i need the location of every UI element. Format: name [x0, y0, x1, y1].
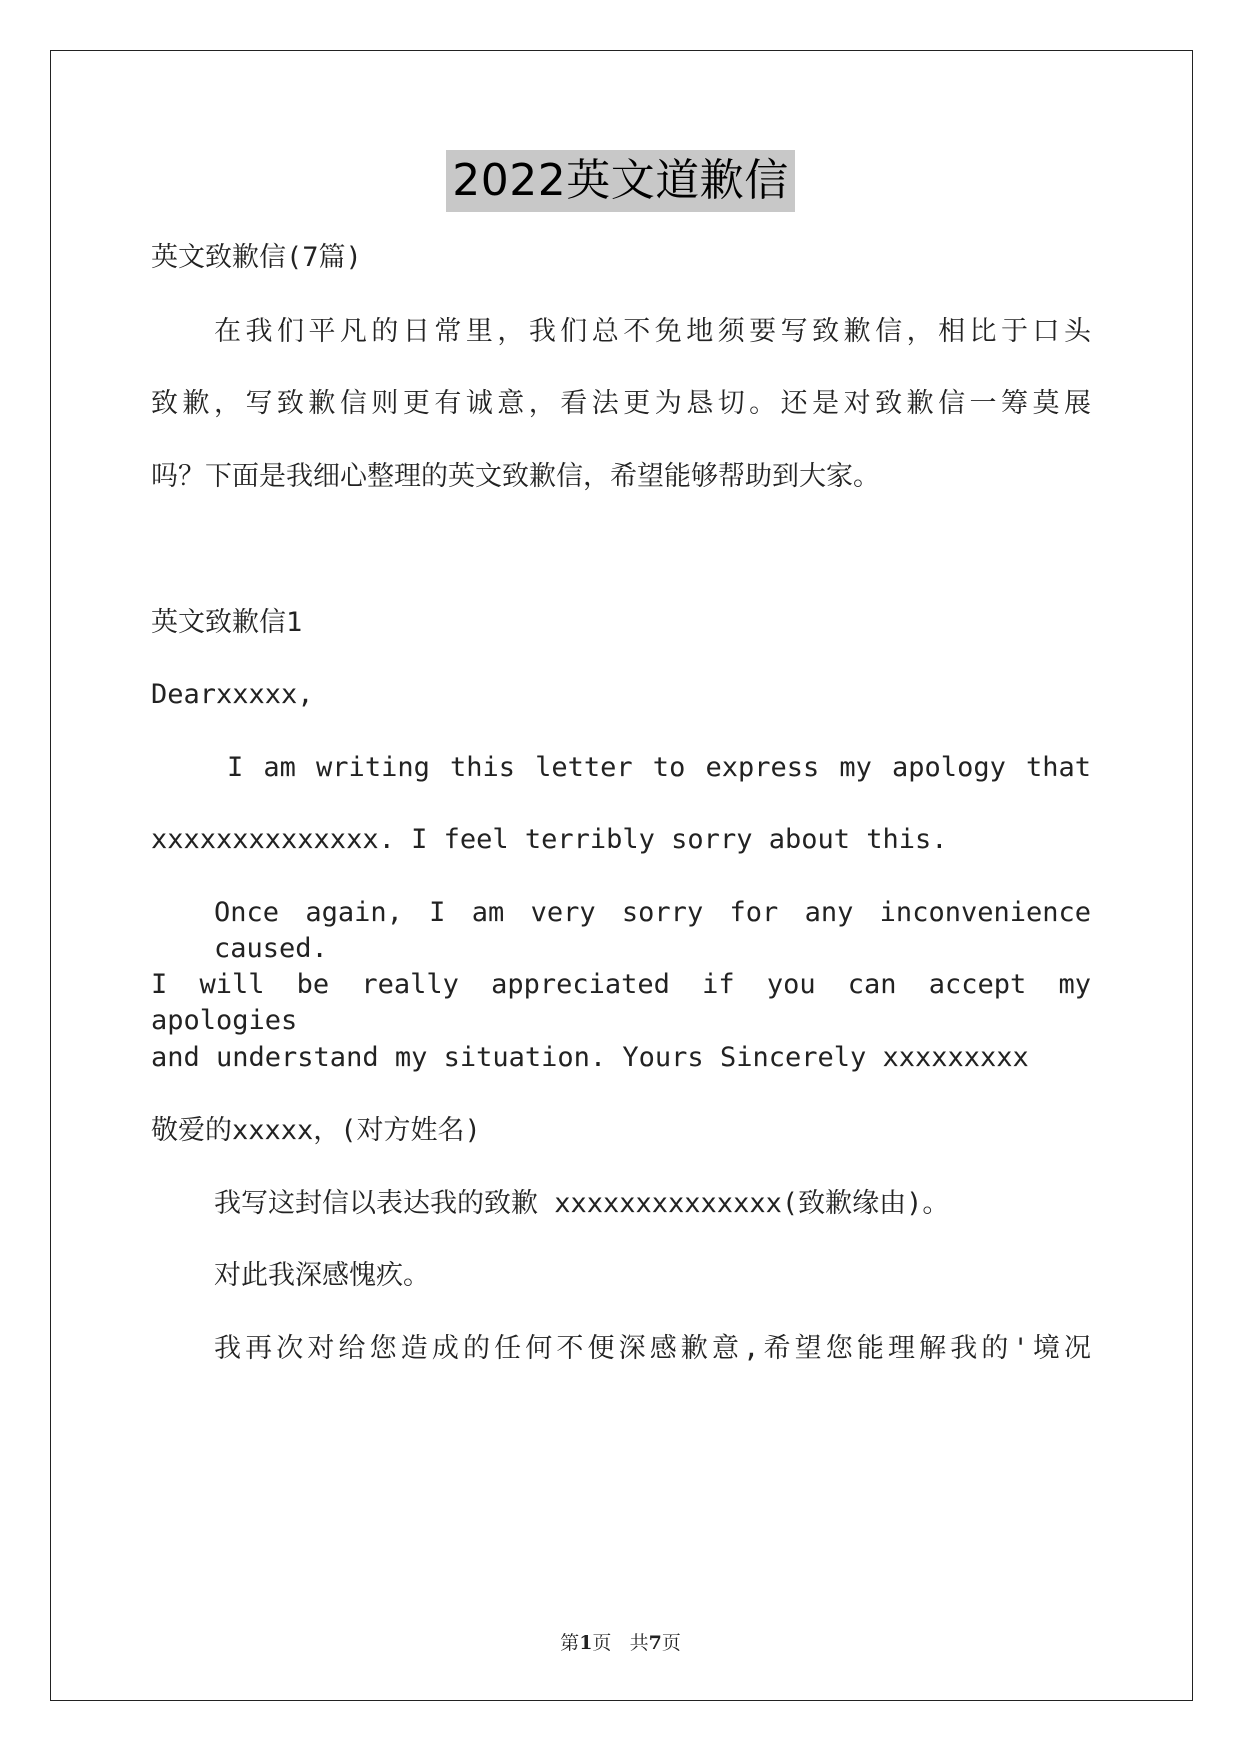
body-cn-line-3: 我再次对给您造成的任何不便深感歉意,希望您能理解我的'境况	[214, 1333, 1091, 1364]
document-subtitle: 英文致歉信(7篇)	[151, 242, 362, 273]
document-title: 2022英文道歉信	[446, 150, 794, 212]
section-heading: 英文致歉信1	[151, 607, 303, 638]
body-en-line-2: xxxxxxxxxxxxxx. I feel terribly sorry about this.	[151, 824, 948, 855]
body-en-line-5: and understand my situation. Yours Sincerely xxxxxxxxx	[151, 1042, 1029, 1073]
footer-page-suffix: 页	[592, 1632, 612, 1654]
body-en-line-3: Once again, I am very sorry for any inconvenience caused.	[214, 897, 1091, 964]
salutation-cn: 敬爱的xxxxx，(对方姓名)	[151, 1115, 481, 1146]
footer-total-suffix: 页	[661, 1632, 681, 1654]
body-cn-line-1: 我写这封信以表达我的致歉 xxxxxxxxxxxxxx(致歉缘由)。	[214, 1188, 950, 1219]
salutation-en: Dearxxxxx,	[151, 679, 314, 710]
footer-total-pages: 7	[648, 1632, 662, 1654]
title-block	[0, 150, 1241, 212]
footer-prefix: 第	[560, 1632, 580, 1654]
intro-line-2: 致歉，写致歉信则更有诚意，看法更为恳切。还是对致歉信一筹莫展	[151, 388, 1091, 419]
page-footer	[0, 1628, 1241, 1655]
footer-total-prefix: 共	[629, 1632, 649, 1654]
footer-page-number: 1	[579, 1632, 593, 1654]
body-en-line-4: I will be really appreciated if you can accept my apologies	[151, 969, 1091, 1036]
page-border	[50, 50, 1193, 1701]
body-en-line-1: I am writing this letter to express my apology that	[227, 752, 1091, 783]
intro-line-1: 在我们平凡的日常里，我们总不免地须要写致歉信，相比于口头	[214, 316, 1091, 347]
intro-line-3: 吗？下面是我细心整理的英文致歉信，希望能够帮助到大家。	[151, 461, 880, 492]
body-cn-line-2: 对此我深感愧疚。	[214, 1260, 430, 1291]
